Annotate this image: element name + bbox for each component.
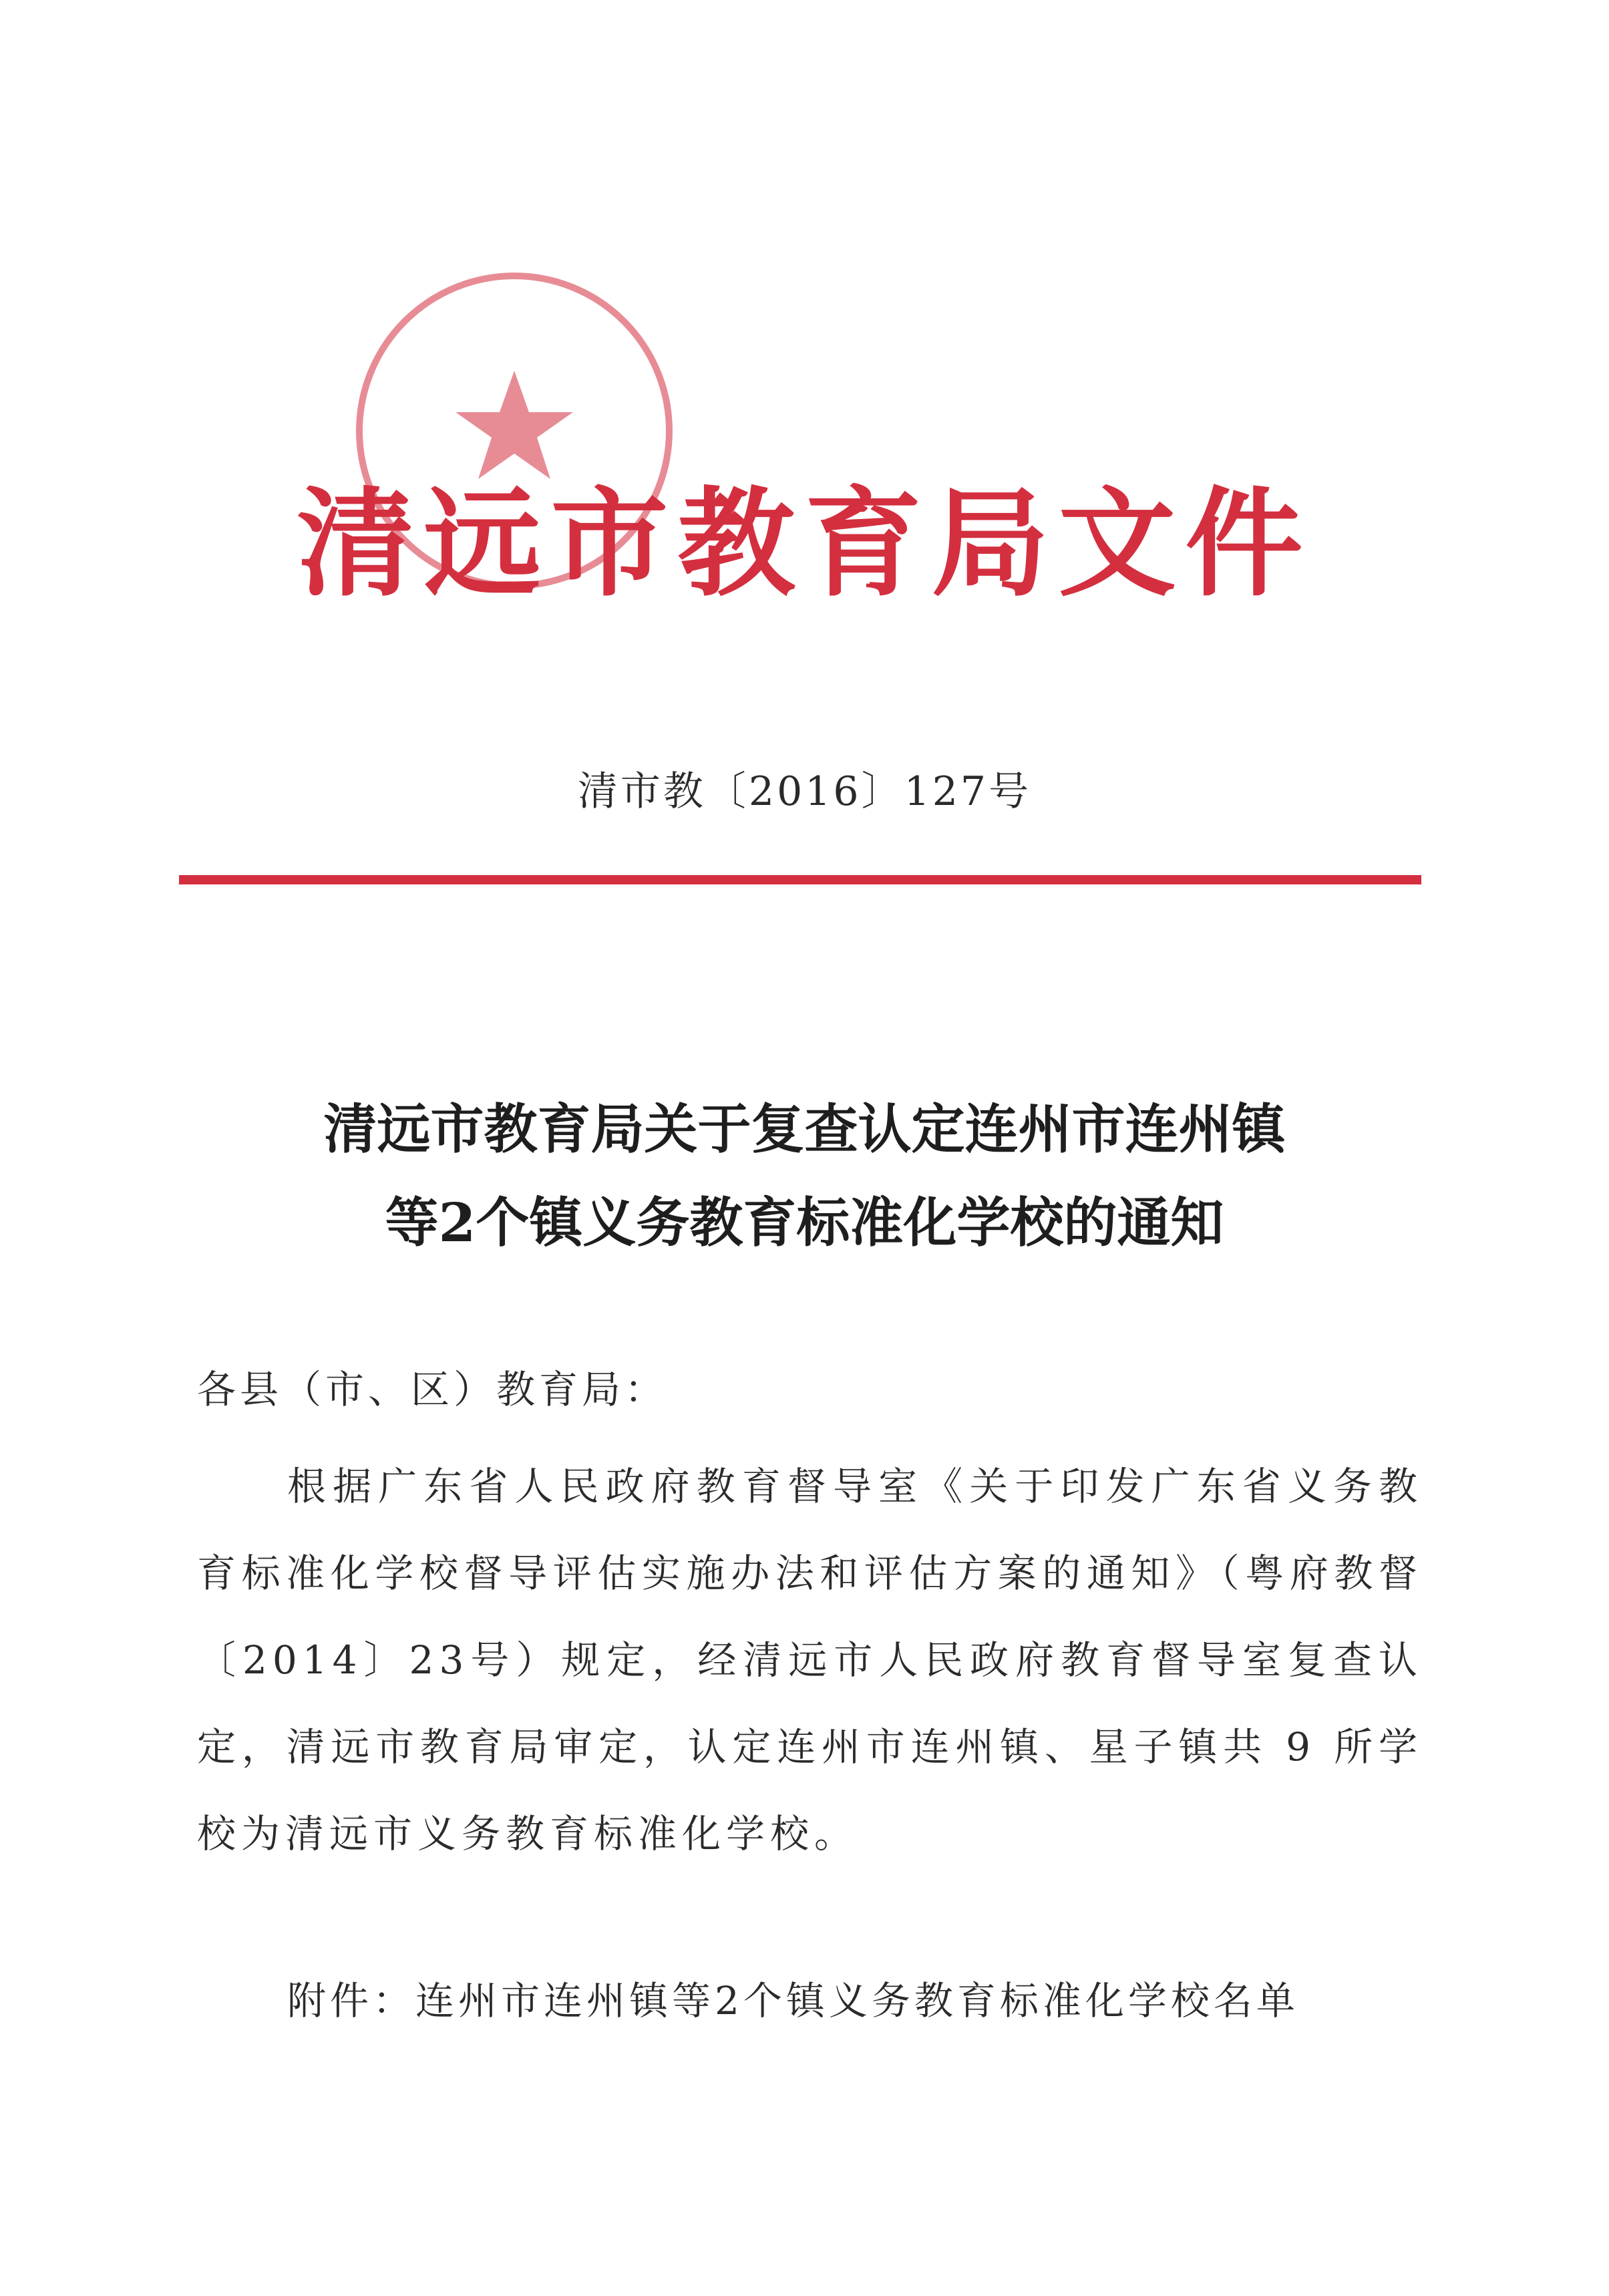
notice-title [0, 1082, 1609, 1269]
notice-title-line-2: 等2个镇义务教育标准化学校的通知 [385, 1191, 1224, 1254]
body-paragraph: 根据广东省人民政府教育督导室《关于印发广东省义务教育标准化学校督导评估实施办法和评估方案的通知》（粤府教督〔2014〕23号）规定，经清远市人民政府教育督导室复查认定，清远市教育局审定，认定连州市连州镇、星子镇共 9 所学校为清远市义务教育标准化学校。 [197, 1464, 1423, 1856]
document-header-title: 清远市教育局文件 [297, 476, 1312, 613]
red-divider-line [179, 875, 1421, 884]
notice-title-line-1: 清远市教育局关于复查认定连州市连州镇 [323, 1098, 1286, 1160]
addressee: 各县（市、区）教育局： [197, 1367, 668, 1412]
document-number: 清市教〔2016〕127号 [577, 768, 1032, 815]
attachment-line: 附件：连州市连州镇等2个镇义务教育标准化学校名单 [287, 1978, 1299, 2023]
